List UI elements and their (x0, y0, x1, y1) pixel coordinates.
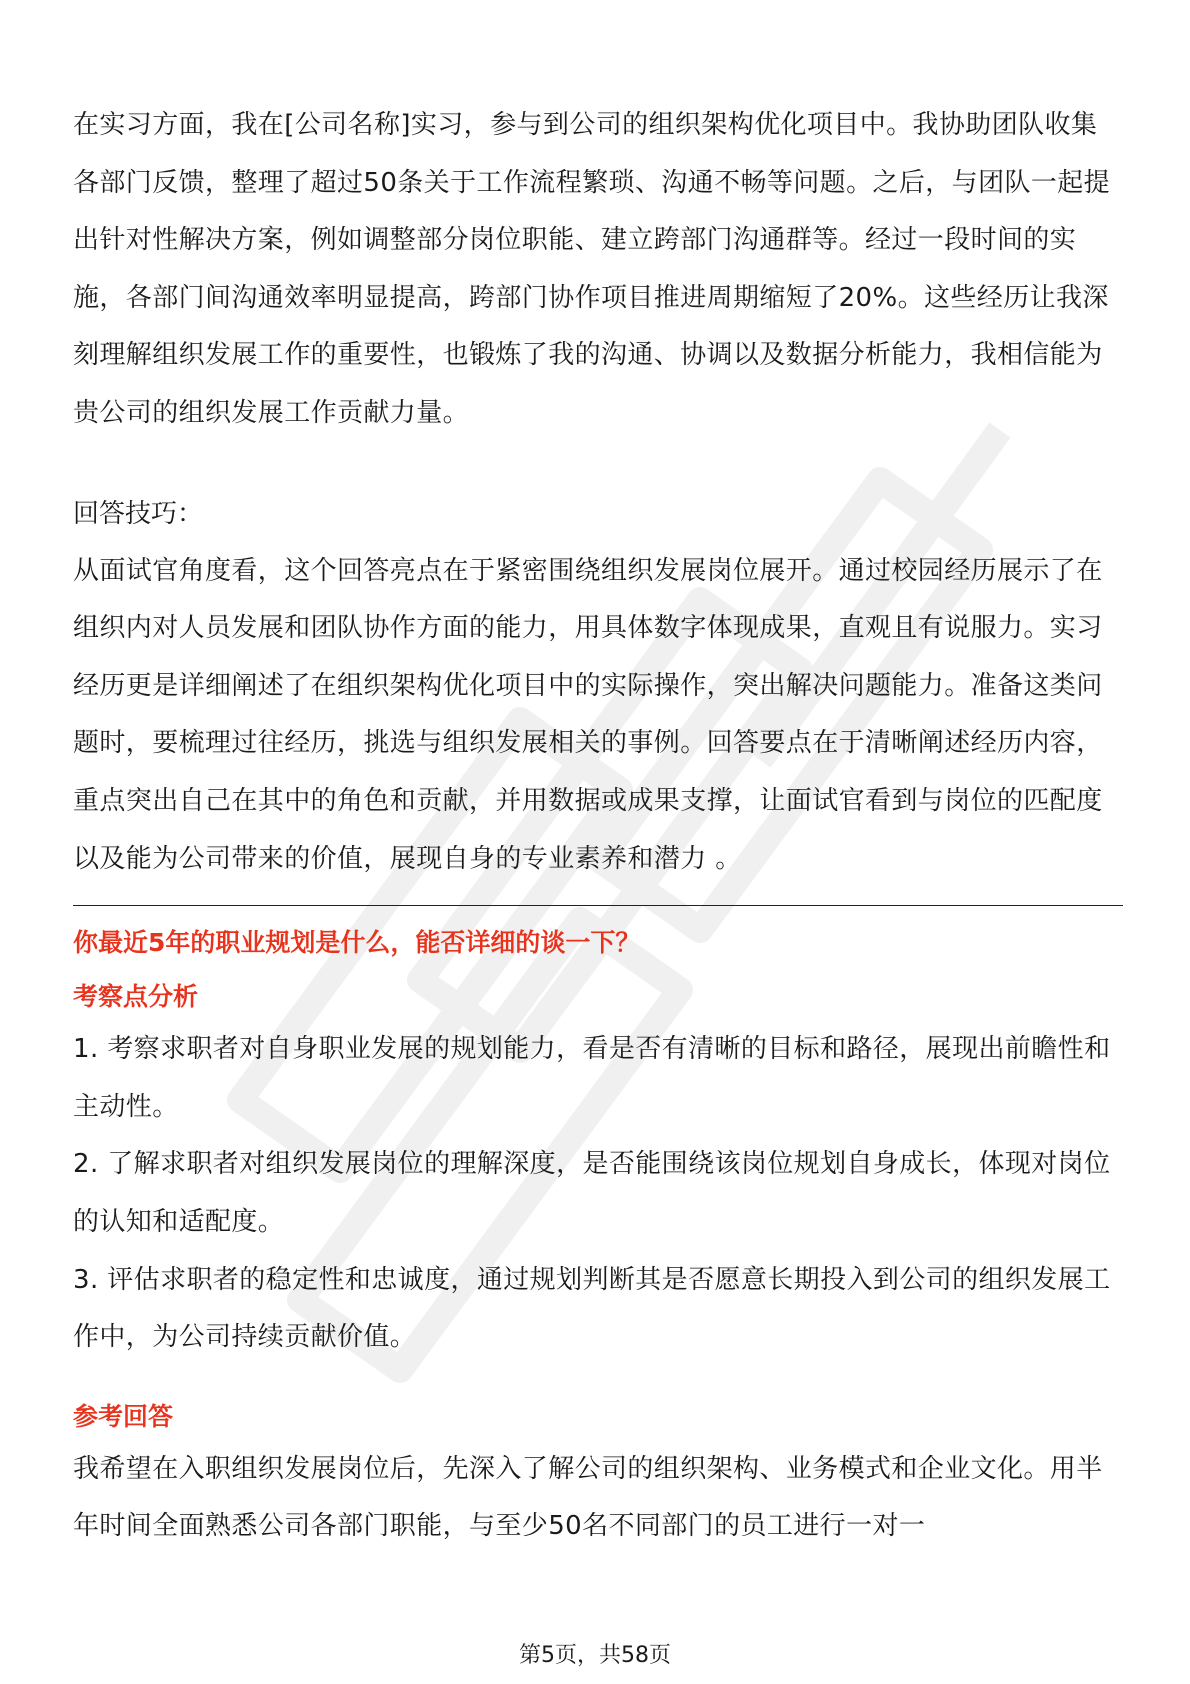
analysis-list (73, 1021, 1123, 1367)
section-divider (73, 905, 1123, 906)
reference-heading: 参考回答 (73, 1401, 174, 1431)
analysis-item: 1. 考察求职者对自身职业发展的规划能力，看是否有清晰的目标和路径，展现出前瞻性和主动性。 (73, 1034, 1111, 1122)
tips-paragraph: 从面试官角度看，这个回答亮点在于紧密围绕组织发展岗位展开。通过校园经历展示了在组织内对人员发展和团队协作方面的能力，用具体数字体现成果，直观且有说服力。实习经历更是详细阐述了在组织架构优化项目中的实际操作，突出解决问题能力。准备这类问题时，要梳理过往经历，挑选与组织发展相关的事例。回答要点在于清晰阐述经历内容，重点突出自己在其中的角色和贡献，并用数据或成果支撑，让面试官看到与岗位的匹配度以及能为公司带来的价值，展现自身的专业素养和潜力 。 (73, 555, 1103, 874)
reference-paragraph: 我希望在入职组织发展岗位后，先深入了解公司的组织架构、业务模式和企业文化。用半年时间全面熟悉公司各部门职能，与至少50名不同部门的员工进行一对一 (73, 1453, 1103, 1542)
analysis-heading: 考察点分析 (73, 982, 199, 1012)
question-title: 你最近5年的职业规划是什么，能否详细的谈一下？ (73, 928, 641, 958)
internship-paragraph: 在实习方面，我在[公司名称]实习，参与到公司的组织架构优化项目中。我协助团队收集各部门反馈，整理了超过50条关于工作流程繁琐、沟通不畅等问题。之后，与团队一起提出针对性解决方案，例如调整部分岗位职能、建立跨部门沟通群等。经过一段时间的实施，各部门间沟通效率明显提高，跨部门协作项目推进周期缩短了20%。这些经历让我深刻理解组织发展工作的重要性，也锻炼了我的沟通、协调以及数据分析能力，我相信能为贵公司的组织发展工作贡献力量。 (73, 110, 1111, 428)
analysis-item: 3. 评估求职者的稳定性和忠诚度，通过规划判断其是否愿意长期投入到公司的组织发展工作中，为公司持续贡献价值。 (73, 1264, 1111, 1353)
analysis-item: 2. 了解求职者对组织发展岗位的理解深度，是否能围绕该岗位规划自身成长，体现对岗位的认知和适配度。 (73, 1149, 1111, 1237)
content-area (73, 97, 1123, 1556)
page-number: 第5页，共58页 (519, 1643, 671, 1668)
tips-label: 回答技巧： (73, 498, 204, 529)
